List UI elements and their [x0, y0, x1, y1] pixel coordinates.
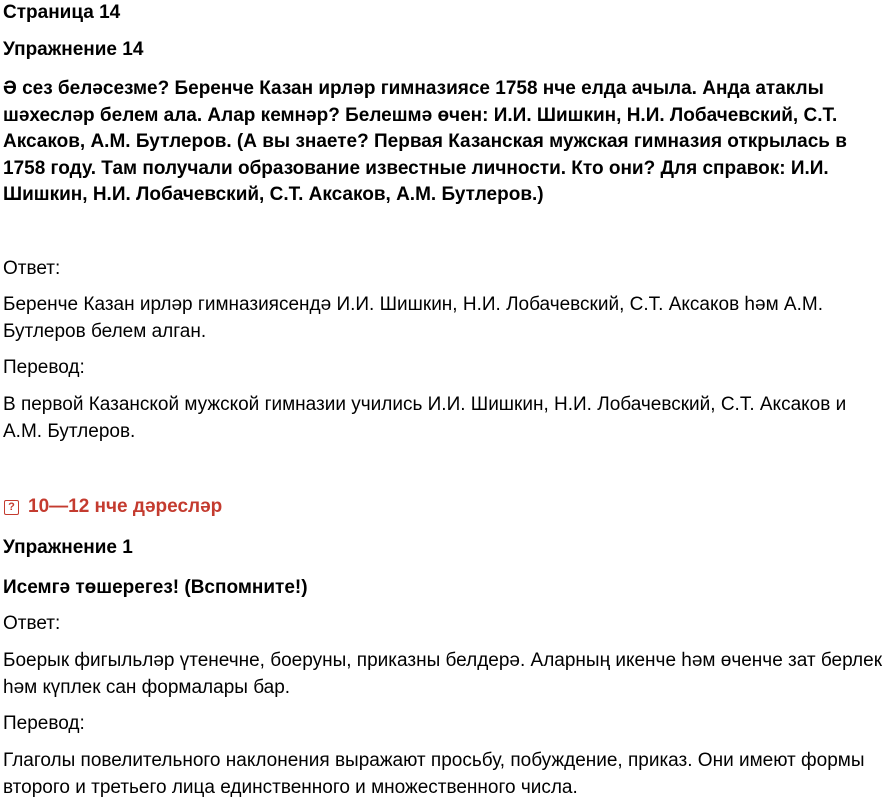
translation-text: Глаголы повелительного наклонения выражают просьбу, побуждение, приказ. Они имеют формы второго и третьего лица единственного и множественного числа. — [3, 750, 865, 798]
answer-text: Боерык фигыльләр үтенечне, боеруны, приказны белдерә. Аларның икенче һәм өченче зат берлек һәм күплек сан формалары бар. — [3, 650, 883, 698]
translation-label: Перевод: — [3, 713, 85, 734]
answer-label: Ответ: — [3, 258, 61, 279]
section-title: 10—12 нче дәресләр — [28, 496, 223, 517]
exercise-title: Упражнение 1 — [3, 537, 133, 558]
translation-text: В первой Казанской мужской гимназии учились И.И. Шишкин, Н.И. Лобачевский, С.Т. Аксаков и А.М. Бутлеров. — [3, 394, 847, 442]
question-icon: ? — [4, 500, 19, 515]
answer-label: Ответ: — [3, 613, 61, 634]
exercise-task: Исемгә төшерегез! (Вспомните!) — [3, 577, 308, 598]
section-heading — [3, 494, 222, 520]
answer-text: Беренче Казан ирләр гимназиясендә И.И. Шишкин, Н.И. Лобачевский, С.Т. Аксаков һәм А.М. Бутлеров белем алган. — [3, 294, 823, 342]
translation-label: Перевод: — [3, 357, 85, 378]
page-title: Страница 14 — [3, 2, 121, 23]
exercise-title: Упражнение 14 — [3, 39, 144, 60]
exercise-task: Ә сез беләсезме? Беренче Казан ирләр гимназиясе 1758 нче елда ачыла. Анда атаклы шәхесләр белем ала. Алар кемнәр? Белешмә өчен: И.И. Шишкин, Н.И. Лобачевский, С.Т. Аксаков, А.М. Бутлеров. (А вы знаете? Первая Казанская мужская гимназия открылась в 1758 году. Там получали образование известные личности. Кто они? Для справок: И.И. Шишкин, Н.И. Лобачевский, С.Т. Аксаков, А.М. Бутлеров.) — [3, 78, 847, 205]
